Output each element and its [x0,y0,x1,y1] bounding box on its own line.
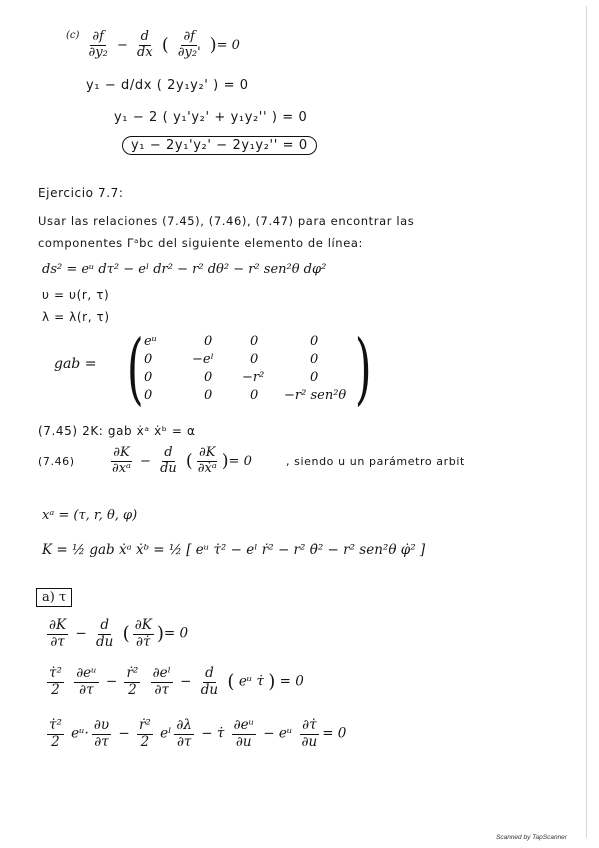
equation-line-4-result [122,138,317,153]
part-a-label [36,590,72,605]
euler-lagrange-tau: $\frac{\partial K}{\partial\tau}$ − $\frac{d}{du}$ ( $\frac{\partial K}{\partial\tau̇}$ )= 0 [49,617,189,650]
circled-result: y₁ − 2y₁'y₂' − 2y₁y₂'' = 0 [122,136,317,155]
exercise-text-2: componentes Γᵃbc del siguiente elemento de línea: [38,236,363,250]
expanded-equation-2: $\frac{\text{τ̇²}}{2}$ eᵘ· $\frac{\partial\upsilon}{\partial\tau}$ − $\frac{\text{ṙ²}}{2}$ eˡ $\frac{\partial\lambda}{\partial\tau}$ − τ̇ $\frac{\text{∂eᵘ}}{\partial u}$ − eᵘ $\frac{\partial\tau̇}{\partial u}$ = 0 [49,717,347,750]
left-bracket: ( [126,324,144,414]
matrix-cell: −r² [242,370,265,385]
scanned-page [14,6,587,838]
fraction: $\frac{\partial K}{\partial\tau̇}$ [134,617,152,650]
fraction: $\frac{\partial K}{\text{∂xᵃ}}$ [111,445,131,476]
fraction: $\frac{\text{ṙ²}}{2}$ [126,665,139,698]
matrix-cell: 0 [204,388,213,403]
fraction: $\frac{\partial K}{\text{∂ẋᵃ}}$ [197,445,217,476]
matrix-cell: 0 [310,370,319,385]
fraction: $\frac{d}{dx}$ [137,29,153,60]
fraction: $\frac{d}{du}$ [160,445,177,476]
expanded-equation-1: $\frac{\text{τ̇²}}{2}$ $\frac{\text{∂eᵘ}}{\partial\tau}$ − $\frac{\text{ṙ²}}{2}$ $\frac{\text{∂eˡ}}{\partial\tau}$ − $\frac{d}{du}$ ( eᵘ τ̇ ) = 0 [49,665,304,698]
equation-line-1: $^{(c)}$ $\frac{\partial f}{\text{∂y₂}}$ − $\frac{d}{dx}$ ( $\frac{\partial f}{\text{∂y₂'}}$ )= 0 [66,29,240,60]
fraction: $\frac{\partial f}{\text{∂y₂}}$ [88,29,108,60]
matrix-cell: 0 [204,334,213,349]
equation-line-2: y₁ − d/dx ( 2y₁y₂' ) = 0 [86,78,249,93]
lagrangian-k: K = ½ gab ẋᵃ ẋᵇ = ½ [ eᵘ τ̇² − eˡ ṙ² − r² θ̇² − r² sen²θ φ̇² ] [42,542,426,558]
coordinates-def: xᵃ = (τ, r, θ, φ) [42,508,138,523]
fraction: $\frac{\text{ṙ²}}{2}$ [138,717,151,750]
fraction: $\frac{\text{∂eˡ}}{\partial\tau}$ [152,665,171,698]
matrix-cell: −eˡ [192,352,214,367]
fraction: $\frac{\partial f}{\text{∂y₂'}}$ [177,29,201,60]
metric-label: gab = [54,356,97,372]
matrix-cell: 0 [144,388,153,403]
matrix-cell: 0 [144,352,153,367]
matrix-cell: 0 [250,334,259,349]
metric-matrix [126,324,374,414]
line-element-equation: ds² = eᵘ dτ² − eˡ dr² − r² dθ² − r² sen²θ dφ² [42,262,327,277]
exercise-heading: Ejercicio 7.7: [38,186,124,200]
fraction: $\frac{d}{du}$ [200,665,219,698]
equation-746: (7.46) $\frac{\partial K}{\text{∂xᵃ}}$ − $\frac{d}{du}$ ( $\frac{\partial K}{\text{∂ẋᵃ}}$ )= 0 , siendo u un parámetro arbit [38,445,465,476]
equation-745: (7.45) 2K: gab ẋᵃ ẋᵇ = α [38,424,196,438]
matrix-cell: eᵘ [144,334,157,349]
lambda-def: λ = λ(r, τ) [42,310,110,324]
fraction: $\frac{\partial\lambda}{\partial\tau}$ [176,717,192,750]
right-bracket: ) [354,324,372,414]
matrix-cell: 0 [250,388,259,403]
matrix-cell: 0 [144,370,153,385]
matrix-cell: 0 [250,352,259,367]
equation-line-3: y₁ − 2 ( y₁'y₂' + y₁y₂'' ) = 0 [114,110,308,125]
fraction: $\frac{d}{du}$ [95,617,114,650]
item-marker: (c) [66,30,80,41]
exercise-text-1: Usar las relaciones (7.45), (7.46), (7.47) para encontrar las [38,214,415,228]
matrix-cell: −r² sen²θ [284,388,347,403]
fraction: $\frac{\text{τ̇²}}{2}$ [49,717,62,750]
fraction: $\frac{\partial\tau̇}{\partial u}$ [301,717,318,750]
boxed-label: a) τ [36,588,72,607]
upsilon-def: υ = υ(r, τ) [42,288,110,302]
matrix-cell: 0 [310,334,319,349]
scanner-watermark: Scanned by TapScanner [496,834,567,841]
fraction: $\frac{\text{τ̇²}}{2}$ [49,665,62,698]
fraction: $\frac{\partial\upsilon}{\partial\tau}$ [93,717,110,750]
fraction: $\frac{\text{∂eᵘ}}{\partial u}$ [233,717,254,750]
fraction: $\frac{\text{∂eᵘ}}{\partial\tau}$ [76,665,97,698]
matrix-cell: 0 [204,370,213,385]
matrix-cell: 0 [310,352,319,367]
fraction: $\frac{\partial K}{\partial\tau}$ [49,617,67,650]
